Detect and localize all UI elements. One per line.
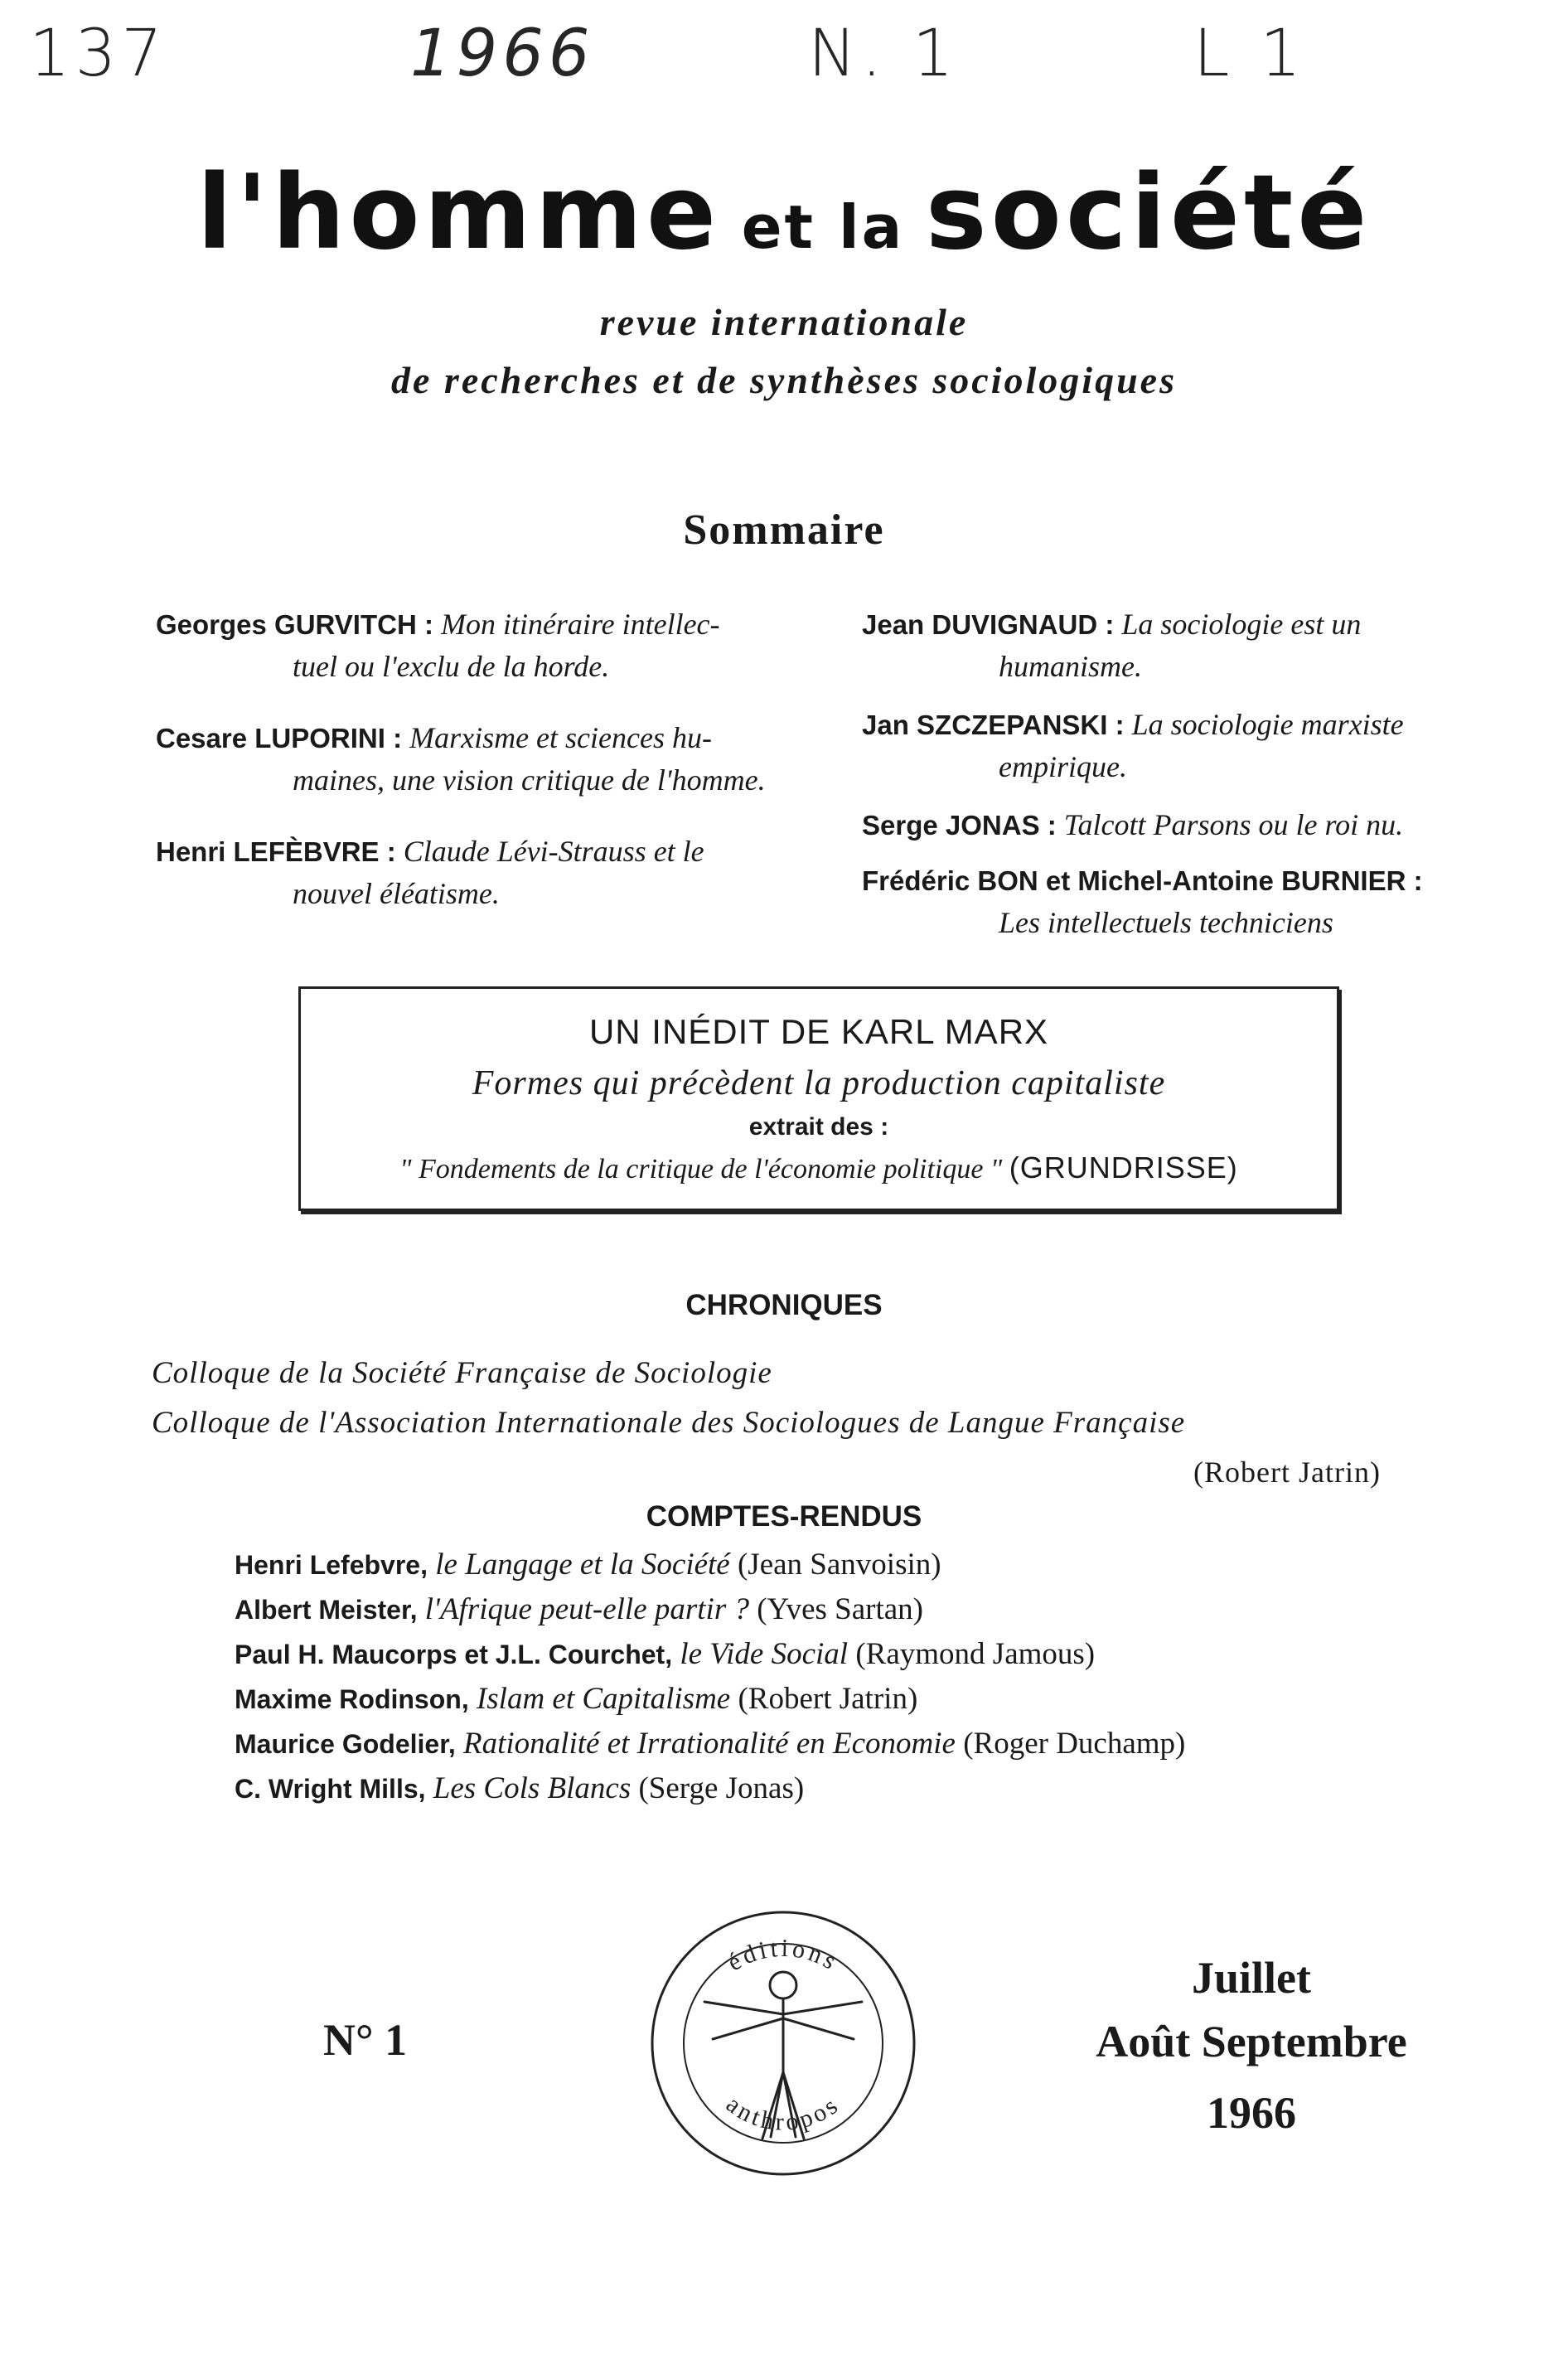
review-work: Les Cols Blancs (433, 1771, 632, 1805)
entry-title-cont: Les intellectuels techniciens (999, 906, 1333, 939)
date-year: 1966 (1207, 2088, 1296, 2138)
entry-title: Marxisme et sciences hu- (409, 721, 712, 754)
marx-source: " Fondements de la critique de l'économie politique " (399, 1154, 1003, 1184)
marx-heading: UN INÉDIT DE KARL MARX (588, 1012, 1049, 1051)
sommaire-entry (862, 603, 1492, 687)
review-item (235, 1591, 923, 1627)
entry-title-cont: maines, une vision critique de l'homme. (293, 763, 766, 797)
marx-feature-box (298, 986, 1339, 1211)
review-work: le Vide Social (680, 1637, 849, 1671)
review-work: Rationalité et Irrationalité en Economie (463, 1727, 956, 1761)
review-item (235, 1726, 1185, 1761)
title-part-2: et la (741, 192, 905, 262)
chronique-credit: (Robert Jatrin) (1193, 1456, 1381, 1489)
entry-author: Serge JONAS : (862, 810, 1057, 841)
sommaire-entry (156, 603, 786, 687)
review-work: Islam et Capitalisme (476, 1682, 731, 1716)
review-reviewer: (Serge Jonas) (638, 1771, 805, 1805)
review-reviewer: (Roger Duchamp) (963, 1727, 1186, 1761)
review-reviewer: (Raymond Jamous) (855, 1637, 1096, 1671)
review-item (235, 1771, 804, 1806)
comptes-rendus-heading: COMPTES-RENDUS (646, 1500, 922, 1533)
entry-author: Cesare LUPORINI : (156, 723, 403, 753)
entry-title-cont: nouvel éléatisme. (293, 877, 500, 910)
review-reviewer: (Robert Jatrin) (738, 1682, 918, 1716)
subtitle-line-1: revue internationale (599, 301, 969, 343)
journal-title (0, 153, 1568, 273)
review-author: Albert Meister, (235, 1595, 418, 1625)
sommaire-left-column (156, 603, 786, 944)
review-author: Maurice Godelier, (235, 1729, 456, 1759)
marx-source-line (301, 1151, 1337, 1185)
marx-source-tag: (GRUNDRISSE) (1009, 1151, 1238, 1184)
sommaire-entry (862, 704, 1492, 787)
sommaire-heading: Sommaire (683, 506, 885, 554)
chroniques-heading: CHRONIQUES (685, 1289, 883, 1321)
review-reviewer: (Jean Sanvoisin) (737, 1548, 941, 1582)
entry-title-cont: empirique. (999, 750, 1127, 783)
entry-title: Claude Lévi-Strauss et le (403, 835, 704, 868)
sommaire-entry (156, 717, 786, 801)
subtitle-line-2: de recherches et de synthèses sociologiques (391, 359, 1177, 401)
review-work: le Langage et la Société (435, 1548, 730, 1582)
review-author: Maxime Rodinson, (235, 1684, 469, 1714)
review-work: l'Afrique peut-elle partir ? (424, 1592, 749, 1626)
sommaire-entry (862, 860, 1492, 943)
review-item (235, 1681, 917, 1717)
entry-author: Jean DUVIGNAUD : (862, 609, 1115, 640)
review-author: C. Wright Mills, (235, 1774, 426, 1804)
handwritten-year: 1966 (410, 17, 595, 91)
review-item (235, 1547, 941, 1582)
entry-title: Talcott Parsons ou le roi nu. (1063, 808, 1404, 841)
entry-title-cont: tuel ou l'exclu de la horde. (293, 650, 610, 683)
entry-title: La sociologie marxiste (1131, 708, 1404, 741)
publisher-logo (646, 1906, 920, 2180)
title-part-3: société (925, 153, 1372, 273)
issue-number: N° 1 (323, 2015, 408, 2065)
entry-title: Mon itinéraire intellec- (440, 608, 720, 641)
review-author: Paul H. Maucorps et J.L. Courchet, (235, 1640, 673, 1669)
review-author: Henri Lefebvre, (235, 1550, 428, 1580)
title-part-1: l'homme (196, 153, 721, 273)
chronique-line-1: Colloque de la Société Française de Sociologie (152, 1356, 772, 1390)
marx-extract-label: extrait des : (748, 1113, 889, 1141)
review-item (235, 1636, 1095, 1672)
marx-subtitle: Formes qui précèdent la production capitaliste (472, 1064, 1166, 1102)
sommaire-right-column (862, 603, 1492, 973)
handwritten-code: L 1 (1193, 17, 1306, 91)
entry-author: Henri LEFÈBVRE : (156, 836, 396, 867)
entry-author: Georges GURVITCH : (156, 609, 433, 640)
entry-title-cont: humanisme. (999, 650, 1142, 683)
review-reviewer: (Yves Sartan) (757, 1592, 923, 1626)
entry-author: Frédéric BON et Michel-Antoine BURNIER : (862, 865, 1423, 896)
entry-author: Jan SZCZEPANSKI : (862, 710, 1125, 740)
handwritten-number: 137 (29, 17, 167, 91)
entry-title: La sociologie est un (1121, 608, 1362, 641)
date-line-2: Août Septembre (1096, 2017, 1407, 2066)
handwritten-issue: N. 1 (808, 17, 959, 91)
logo-text-top: éditions (723, 1934, 844, 1977)
sommaire-entry (156, 831, 786, 914)
chronique-line-2: Colloque de l'Association Internationale des Sociologues de Langue Française (152, 1406, 1186, 1440)
sommaire-entry (862, 804, 1492, 846)
logo-text-bottom: anthropos (721, 2090, 845, 2136)
date-line-1: Juillet (1192, 1953, 1311, 2003)
